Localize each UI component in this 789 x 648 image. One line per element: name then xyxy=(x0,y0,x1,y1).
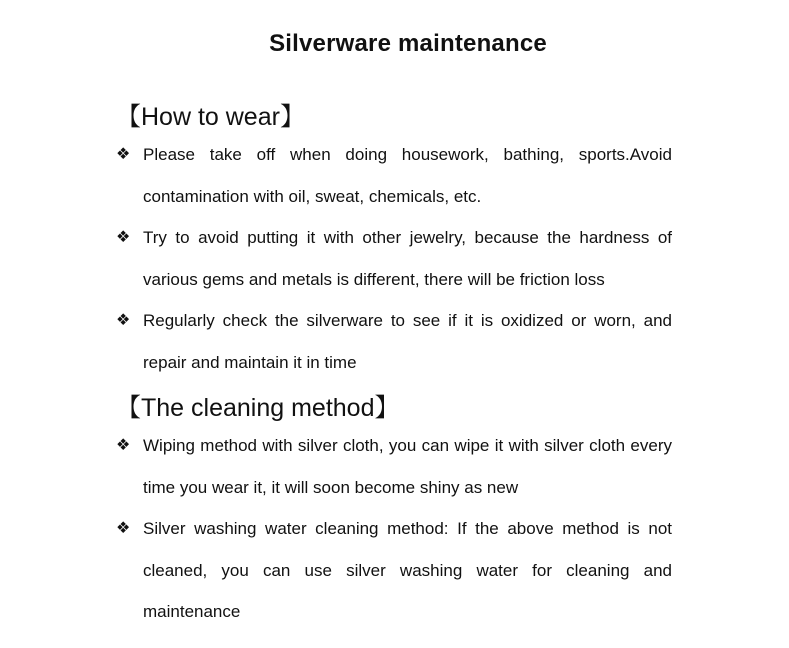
list-item-text: Please take off when doing housework, bathing, sports.Avoid contamination with oil, sweat, chemicals, etc. xyxy=(143,145,672,206)
document-title: Silverware maintenance xyxy=(269,30,547,57)
list-item xyxy=(116,300,672,383)
list-item-text: Try to avoid putting it with other jewelry, because the hardness of various gems and metals is different, there will be friction loss xyxy=(143,228,672,289)
list-item xyxy=(116,134,672,217)
diamond-bullet-icon: ❖ xyxy=(116,437,131,454)
section-heading-how-to-wear: 【How to wear】 xyxy=(116,103,305,131)
diamond-bullet-icon: ❖ xyxy=(116,520,131,537)
diamond-bullet-icon: ❖ xyxy=(116,146,131,163)
section-heading-cleaning-method: 【The cleaning method】 xyxy=(116,394,400,422)
list-item xyxy=(116,217,672,300)
list-item-text: Silver washing water cleaning method: If the above method is not cleaned, you can use silver washing water for cleaning and maintenance xyxy=(143,519,672,621)
list-item xyxy=(116,425,672,508)
list-item-text: Wiping method with silver cloth, you can wipe it with silver cloth every time you wear it, it will soon become shiny as new xyxy=(143,436,672,497)
diamond-bullet-icon: ❖ xyxy=(116,229,131,246)
diamond-bullet-icon: ❖ xyxy=(116,312,131,329)
list-item-text: Regularly check the silverware to see if it is oxidized or worn, and repair and maintain it in time xyxy=(143,311,672,372)
list-item xyxy=(116,508,672,633)
